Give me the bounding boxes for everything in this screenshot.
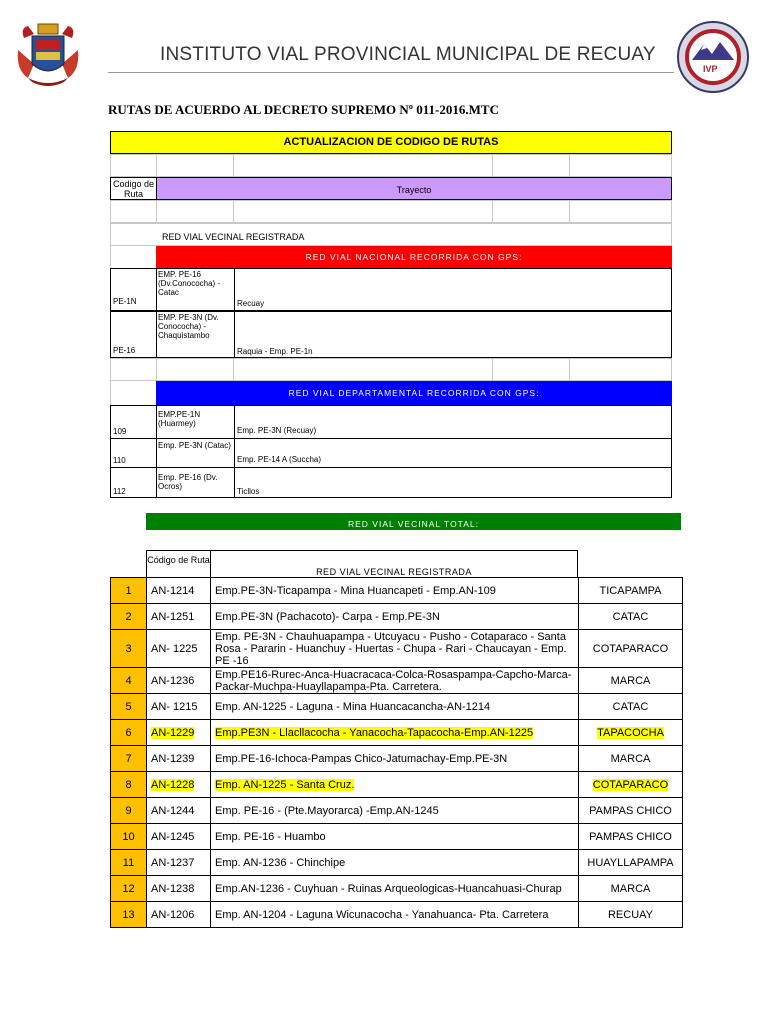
nacional-row-2-code: PE-16 [110, 311, 157, 358]
row-number: 12 [111, 876, 147, 902]
route-code: AN-1206 [147, 902, 211, 928]
route-description: Emp.PE16-Rurec-Anca-Huacracaca-Colca-Rosaspampa-Capcho-Marca-Packar-Muchpa-Huayllapampa-Pta. Carretera. [211, 668, 579, 694]
table-row [111, 746, 683, 772]
route-description [211, 772, 579, 798]
table-row [111, 798, 683, 824]
departamental-row-1-to: Emp. PE-3N (Recuay) [234, 405, 672, 439]
row-number: 2 [111, 604, 147, 630]
nacional-row-2-to: Raquia - Emp. PE-1n [234, 311, 672, 358]
route-description: Emp.PE-16-Ichoca-Pampas Chico-Jatumachay-Emp.PE-3N [211, 746, 579, 772]
nacional-row-1-code: PE-1N [110, 268, 157, 311]
decree-heading: RUTAS DE ACUERDO AL DECRETO SUPREMO Nº 011-2016.MTC [108, 102, 499, 117]
page-title: INSTITUTO VIAL PROVINCIAL MUNICIPAL DE RECUAY [160, 44, 656, 65]
route-destination: PAMPAS CHICO [579, 798, 683, 824]
row-number: 3 [111, 630, 147, 668]
departamental-row-2-to: Emp. PE-14 A (Succha) [234, 438, 672, 468]
row-number: 8 [111, 772, 147, 798]
route-code: AN-1239 [147, 746, 211, 772]
grid-col [156, 154, 234, 177]
header-divider [108, 72, 674, 73]
route-destination: TICAPAMPA [579, 578, 683, 604]
departamental-row-3-to: Ticllos [234, 467, 672, 498]
grid-col [156, 200, 234, 223]
route-code: AN-1237 [147, 850, 211, 876]
table-row [111, 668, 683, 694]
grid-col [492, 358, 570, 381]
route-code: AN-1236 [147, 668, 211, 694]
route-code-highlight: AN-1228 [151, 778, 195, 791]
table-row [111, 876, 683, 902]
route-destination [579, 720, 683, 746]
route-description: Emp.PE-3N-Ticapampa - Mina Huancapeti - Emp.AN-109 [211, 578, 579, 604]
route-destination-highlight: TAPACOCHA [597, 726, 664, 739]
route-description: Emp. PE-16 - Huambo [211, 824, 579, 850]
table-row [111, 772, 683, 798]
grid-col [492, 154, 570, 177]
red-vial-vecinal-total-band: RED VIAL VECINAL TOTAL: [146, 513, 681, 530]
row-number: 5 [111, 694, 147, 720]
red-vial-vecinal-label: RED VIAL VECINAL REGISTRADA [162, 232, 305, 242]
row-number: 4 [111, 668, 147, 694]
route-destination: HUAYLLAPAMPA [579, 850, 683, 876]
departamental-row-3-from: Emp. PE-16 (Dv. Ocros) [156, 467, 235, 498]
route-destination: PAMPAS CHICO [579, 824, 683, 850]
row-number: 9 [111, 798, 147, 824]
grid-col [156, 358, 234, 381]
route-code: AN-1245 [147, 824, 211, 850]
red-vial-nacional-band: RED VIAL NACIONAL RECORRIDA CON GPS: [156, 246, 672, 268]
table-row [111, 604, 683, 630]
departamental-row-1-code: 109 [110, 405, 157, 439]
route-description-highlight: Emp. AN-1225 - Santa Cruz. [215, 778, 355, 791]
municipal-crest-logo [14, 20, 82, 88]
nacional-row-1-to: Recuay [234, 268, 672, 311]
departamental-row-3-code: 112 [110, 467, 157, 498]
route-code: AN-1238 [147, 876, 211, 902]
departamental-row-2-code: 110 [110, 438, 157, 468]
route-code-highlight: AN-1229 [151, 726, 195, 739]
grid-col [492, 200, 570, 223]
table-row [111, 850, 683, 876]
route-code: AN-1244 [147, 798, 211, 824]
red-vial-departamental-band: RED VIAL DEPARTAMENTAL RECORRIDA CON GPS: [156, 381, 672, 405]
column-header-trayecto: Trayecto [156, 177, 672, 200]
ivp-logo-text: IVP [703, 64, 718, 74]
row-number: 10 [111, 824, 147, 850]
table-row [111, 720, 683, 746]
table-row [111, 630, 683, 668]
table-row [111, 824, 683, 850]
route-code: AN-1251 [147, 604, 211, 630]
route-destination: RECUAY [579, 902, 683, 928]
table-row [111, 578, 683, 604]
route-destination [579, 772, 683, 798]
route-destination: MARCA [579, 876, 683, 902]
route-destination: MARCA [579, 746, 683, 772]
table-row [111, 694, 683, 720]
route-description [211, 720, 579, 746]
ivp-seal-logo [676, 20, 750, 94]
route-description: Emp. AN-1236 - Chinchipe [211, 850, 579, 876]
route-description: Emp.PE-3N (Pachacoto)- Carpa - Emp.PE-3N [211, 604, 579, 630]
row-number: 11 [111, 850, 147, 876]
column-header-codigo: Codigo de Ruta [110, 177, 157, 200]
route-code: AN-1214 [147, 578, 211, 604]
route-description: Emp.AN-1236 - Cuyhuan - Ruinas Arqueologicas-Huancahuasi-Churap [211, 876, 579, 902]
section1-title-bar: ACTUALIZACION DE CODIGO DE RUTAS [110, 131, 672, 154]
nacional-row-1-from: EMP. PE-16 (Dv.Conococha) - Catac [156, 268, 235, 311]
route-code [147, 720, 211, 746]
column-header-codigo-ruta: Código de Ruta [146, 550, 211, 578]
row-number: 13 [111, 902, 147, 928]
route-destination: CATAC [579, 694, 683, 720]
routes-table-body [111, 578, 683, 928]
route-description: Emp. AN-1225 - Laguna - Mina Huancacancha-AN-1214 [211, 694, 579, 720]
route-destination: MARCA [579, 668, 683, 694]
departamental-row-2-from: Emp. PE-3N (Catac) [156, 438, 235, 468]
row-number: 7 [111, 746, 147, 772]
column-header-red-vial: RED VIAL VECINAL REGISTRADA [210, 550, 578, 578]
route-destination: CATAC [579, 604, 683, 630]
route-code [147, 772, 211, 798]
route-description: Emp. AN-1204 - Laguna Wicunacocha - Yanahuanca- Pta. Carretera [211, 902, 579, 928]
nacional-row-2-from: EMP. PE-3N (Dv. Conococha) - Chaquistambo [156, 311, 235, 358]
route-destination: COTAPARACO [579, 630, 683, 668]
route-description: Emp. PE-16 - (Pte.Mayorarca) -Emp.AN-1245 [211, 798, 579, 824]
departamental-row-1-from: EMP.PE-1N (Huarmey) [156, 405, 235, 439]
route-destination-highlight: COTAPARACO [592, 778, 669, 791]
route-code: AN- 1225 [147, 630, 211, 668]
route-description: Emp. PE-3N - Chauhuapampa - Utcuyacu - Pusho - Cotaparaco - Santa Rosa - Pararin - Huanchuy - Huertas - Chupa - Rari - Chaucayan - Emp. PE -16 [211, 630, 579, 668]
row-number: 6 [111, 720, 147, 746]
table-row [111, 902, 683, 928]
row-number: 1 [111, 578, 147, 604]
routes-table [110, 577, 683, 928]
route-description-highlight: Emp.PE3N - Llacllacocha - Yanacocha-Tapacocha-Emp.AN-1225 [215, 726, 534, 739]
route-code: AN- 1215 [147, 694, 211, 720]
